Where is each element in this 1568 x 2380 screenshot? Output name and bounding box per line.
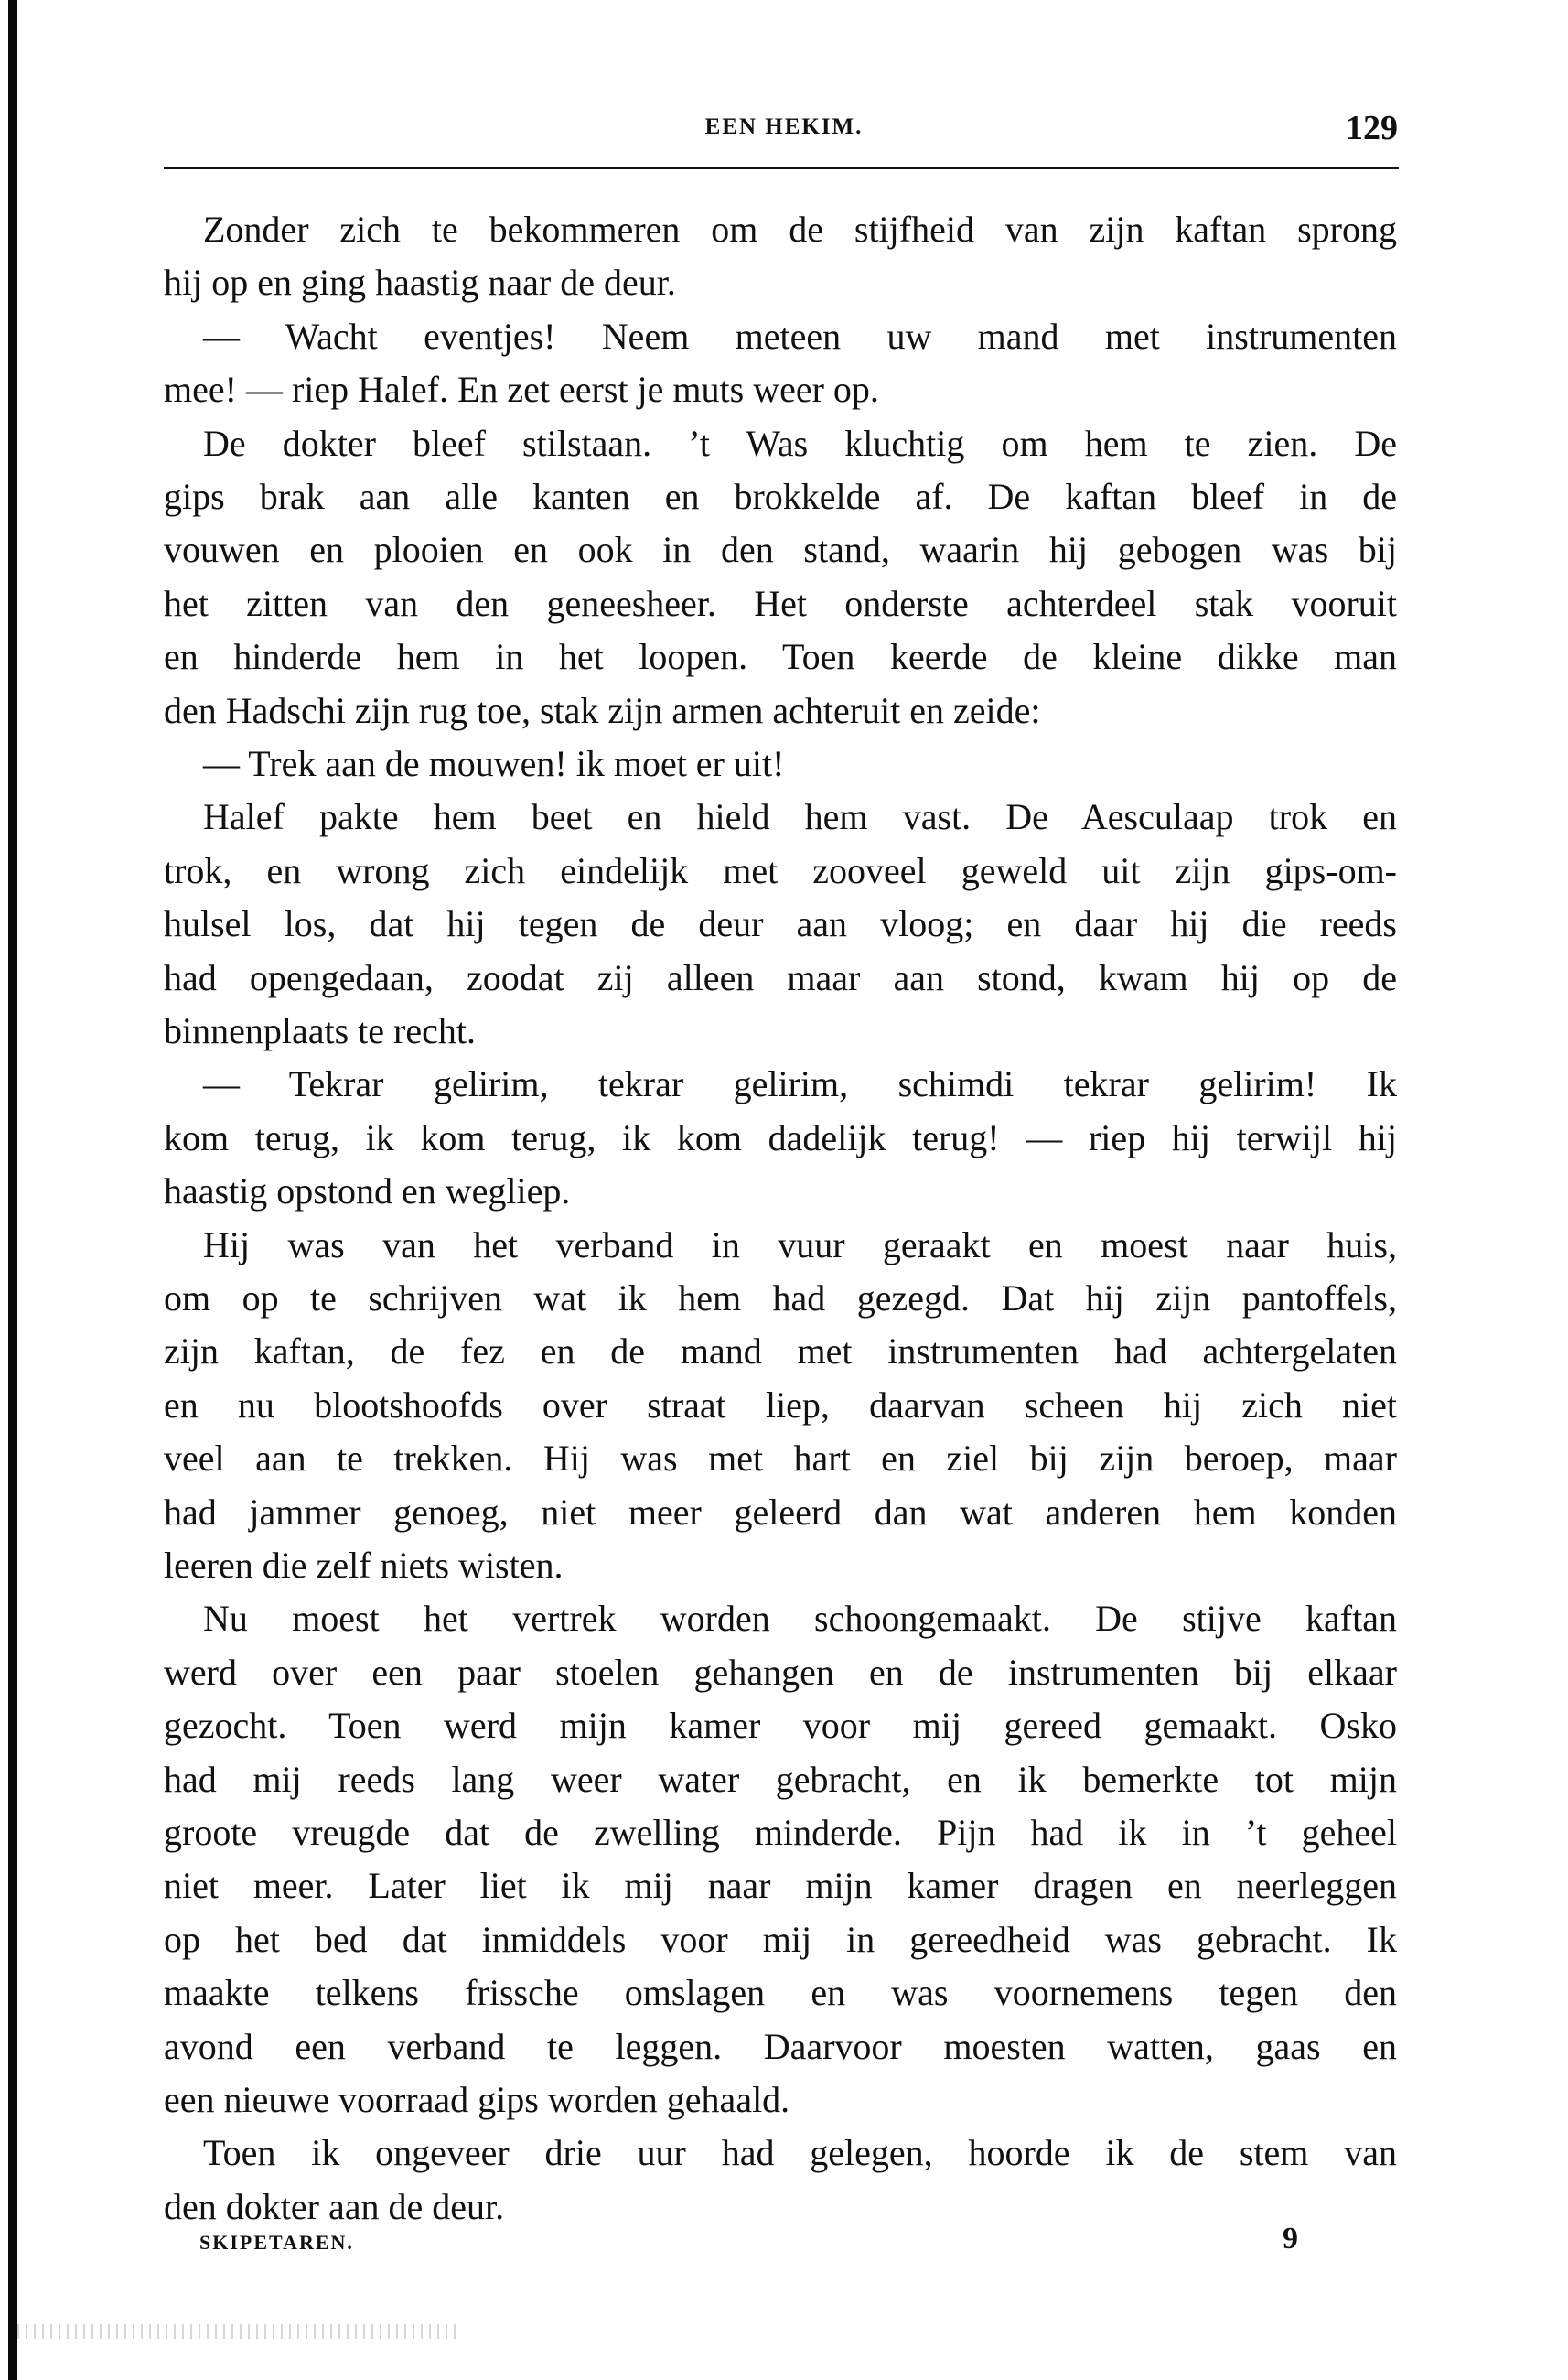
header-rule xyxy=(164,167,1399,169)
paragraph-line: haastig opstond en wegliep. xyxy=(164,1170,571,1212)
paragraph-first-line: — Trek aan de mouwen! ik moet er uit! xyxy=(203,743,785,784)
paragraph-line: niet meer. Later liet ik mij naar mijn kamer dragen en neerleggen xyxy=(164,1865,1397,1907)
paragraph-line: maakte telkens frissche omslagen en was voornemens tegen den xyxy=(164,1972,1397,2014)
paragraph-line: den dokter aan de deur. xyxy=(164,2185,505,2227)
paragraph-line: vouwen en plooien en ook in den stand, waarin hij gebogen was bij xyxy=(164,529,1397,571)
paragraph-line: om op te schrijven wat ik hem had gezegd. Dat hij zijn pantoffels, xyxy=(164,1277,1397,1319)
paragraph-line: een nieuwe voorraad gips worden gehaald. xyxy=(164,2079,790,2120)
paragraph-line: gezocht. Toen werd mijn kamer voor mij gereed gemaakt. Osko xyxy=(164,1705,1397,1747)
paragraph-first-line: Toen ik ongeveer drie uur had gelegen, hoorde ik de stem van xyxy=(203,2132,1397,2174)
paragraph-line: zijn kaftan, de fez en de mand met instrumenten had achtergelaten xyxy=(164,1330,1397,1373)
paragraph-line: veel aan te trekken. Hij was met hart en ziel bij zijn beroep, maar xyxy=(164,1438,1397,1480)
paragraph-line: en hinderde hem in het loopen. Toen keerde de kleine dikke man xyxy=(164,636,1397,678)
paragraph-line: had mij reeds lang weer water gebracht, en ik bemerkte tot mijn xyxy=(164,1758,1397,1800)
paragraph-line: avond een verband te leggen. Daarvoor moesten watten, gaas en xyxy=(164,2025,1397,2067)
paragraph-first-line: De dokter bleef stilstaan. ’t Was kluchtig om hem te zien. De xyxy=(203,422,1397,464)
paragraph-first-line: Hij was van het verband in vuur geraakt en moest naar huis, xyxy=(203,1223,1397,1265)
paragraph-line: had opengedaan, zoodat zij alleen maar aan stond, kwam hij op de xyxy=(164,956,1397,998)
paragraph-line: had jammer genoeg, niet meer geleerd dan wat anderen hem konden xyxy=(164,1491,1397,1533)
paragraph-first-line: — Tekrar gelirim, tekrar gelirim, schimdi tekrar gelirim! Ik xyxy=(203,1063,1397,1105)
paragraph-line: kom terug, ik kom terug, ik kom dadelijk terug! — riep hij terwijl hij xyxy=(164,1116,1397,1158)
scan-noise xyxy=(17,2324,456,2339)
running-title: EEN HEKIM. xyxy=(704,114,864,139)
paragraph-line: het zitten van den geneesheer. Het onderste achterdeel stak vooruit xyxy=(164,582,1397,624)
paragraph-line: op het bed dat inmiddels voor mij in gereedheid was gebracht. Ik xyxy=(164,1918,1397,1960)
paragraph-line: leeren die zelf niets wisten. xyxy=(164,1545,564,1586)
paragraph-line: en nu blootshoofds over straat liep, daarvan scheen hij zich niet xyxy=(164,1384,1397,1426)
signature-mark: SKIPETAREN. xyxy=(199,2231,354,2254)
paragraph-line: binnenplaats te recht. xyxy=(164,1010,476,1051)
signature-number: 9 xyxy=(1283,2222,1298,2256)
paragraph-line: gips brak aan alle kanten en brokkelde af. De kaftan bleef in de xyxy=(164,476,1397,517)
paragraph-first-line: — Wacht eventjes! Neem meteen uw mand met instrumenten xyxy=(203,315,1397,357)
book-spine-shadow xyxy=(8,0,17,2380)
paragraph-line: groote vreugde dat de zwelling minderde. Pijn had ik in ’t geheel xyxy=(164,1812,1397,1853)
paragraph-first-line: Nu moest het vertrek worden schoongemaakt. De stijve kaftan xyxy=(203,1598,1397,1640)
page-number: 129 xyxy=(1346,109,1398,147)
paragraph-line: hij op en ging haastig naar de deur. xyxy=(164,262,676,304)
paragraph-line: trok, en wrong zich eindelijk met zooveel geweld uit zijn gips-om- xyxy=(164,849,1397,891)
paragraph-line: den Hadschi zijn rug toe, stak zijn armen achteruit en zeide: xyxy=(164,689,1041,731)
paragraph-line: hulsel los, dat hij tegen de deur aan vloog; en daar hij die reeds xyxy=(164,903,1397,945)
paragraph-line: werd over een paar stoelen gehangen en de instrumenten bij elkaar xyxy=(164,1651,1397,1693)
paragraph-line: mee! — riep Halef. En zet eerst je muts weer op. xyxy=(164,369,879,411)
paragraph-first-line: Zonder zich te bekommeren om de stijfheid van zijn kaftan sprong xyxy=(203,209,1397,250)
paragraph-first-line: Halef pakte hem beet en hield hem vast. De Aesculaap trok en xyxy=(203,796,1397,838)
